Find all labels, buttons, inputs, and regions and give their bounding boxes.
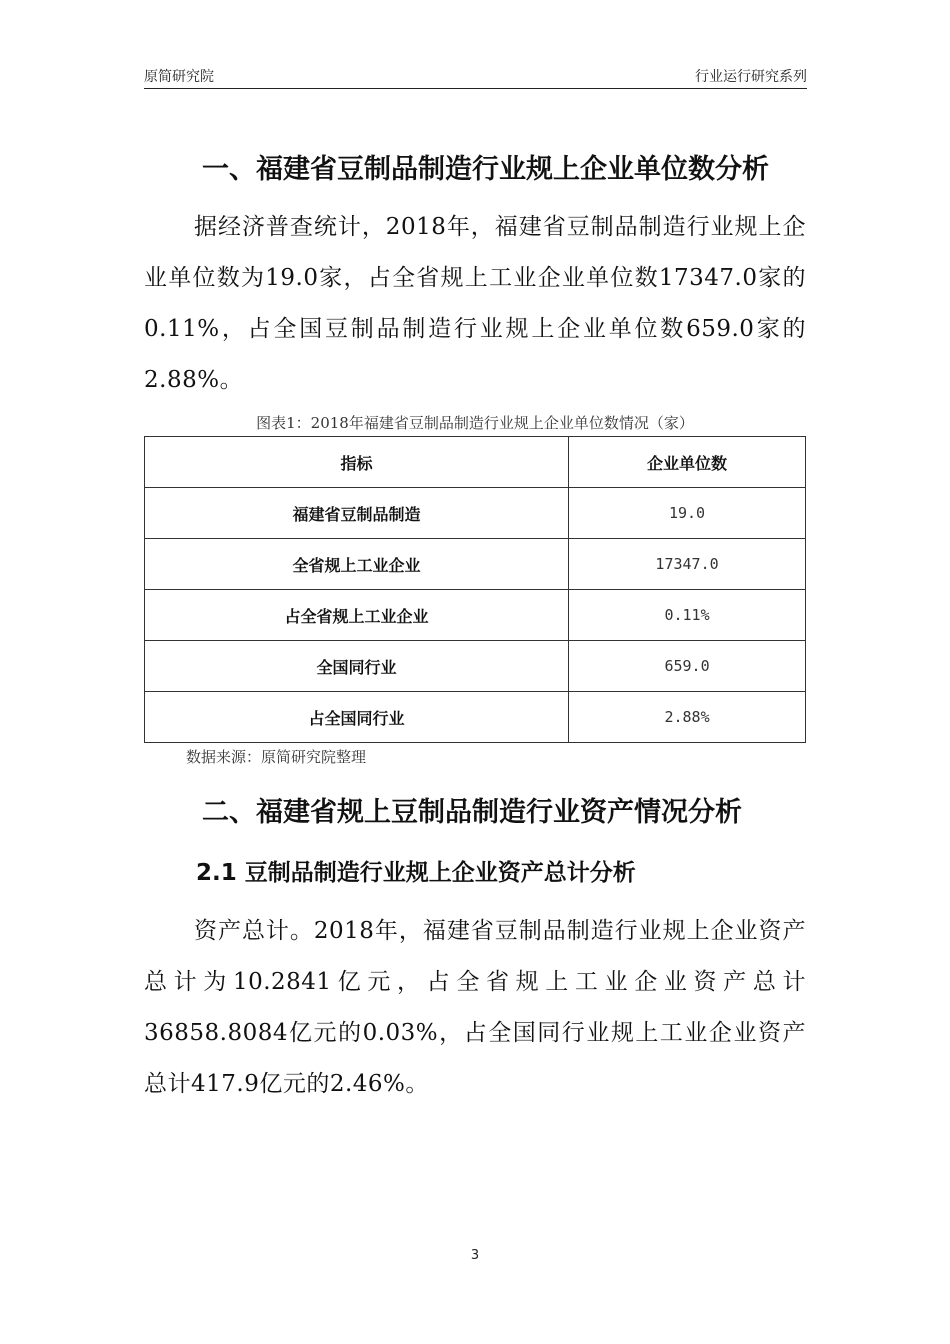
header-series: 行业运行研究系列 bbox=[695, 69, 807, 85]
table-caption: 图表1：2018年福建省豆制品制造行业规上企业单位数情况（家） bbox=[256, 414, 694, 432]
table-row bbox=[145, 641, 806, 692]
row-indicator: 全省规上工业企业 bbox=[145, 539, 569, 590]
section2-title: 二、福建省规上豆制品制造行业资产情况分析 bbox=[202, 797, 742, 828]
row-indicator: 占全国同行业 bbox=[145, 692, 569, 743]
column-header-indicator: 指标 bbox=[145, 437, 569, 488]
table-row bbox=[145, 692, 806, 743]
page-number: 3 bbox=[470, 1248, 480, 1263]
row-indicator: 全国同行业 bbox=[145, 641, 569, 692]
table-row bbox=[145, 590, 806, 641]
table-row bbox=[145, 539, 806, 590]
row-value: 659.0 bbox=[569, 641, 806, 692]
row-indicator: 占全省规上工业企业 bbox=[145, 590, 569, 641]
row-value: 17347.0 bbox=[569, 539, 806, 590]
section1-title: 一、福建省豆制品制造行业规上企业单位数分析 bbox=[202, 154, 769, 185]
table-source: 数据来源：原简研究院整理 bbox=[186, 748, 367, 766]
section1-paragraph: 据经济普查统计，2018年，福建省豆制品制造行业规上企业单位数为19.0家，占全省规上工业企业单位数17347.0家的0.11%，占全国豆制品制造行业规上企业单位数659.0家的2.88%。 bbox=[144, 214, 806, 393]
header-org: 原简研究院 bbox=[144, 69, 214, 85]
section2-paragraph: 资产总计。2018年，福建省豆制品制造行业规上企业资产总计为10.2841亿元，占全省规上工业企业资产总计36858.8084亿元的0.03%，占全国同行业规上工业企业资产总计417.9亿元的2.46%。 bbox=[144, 918, 806, 1097]
table-row bbox=[145, 488, 806, 539]
row-value: 19.0 bbox=[569, 488, 806, 539]
column-header-count: 企业单位数 bbox=[569, 437, 806, 488]
row-indicator: 福建省豆制品制造 bbox=[145, 488, 569, 539]
table-header-row bbox=[145, 437, 806, 488]
data-table bbox=[144, 436, 806, 743]
row-value: 2.88% bbox=[569, 692, 806, 743]
row-value: 0.11% bbox=[569, 590, 806, 641]
page-header bbox=[144, 66, 807, 89]
section2-subtitle: 2.1 豆制品制造行业规上企业资产总计分析 bbox=[196, 860, 636, 886]
